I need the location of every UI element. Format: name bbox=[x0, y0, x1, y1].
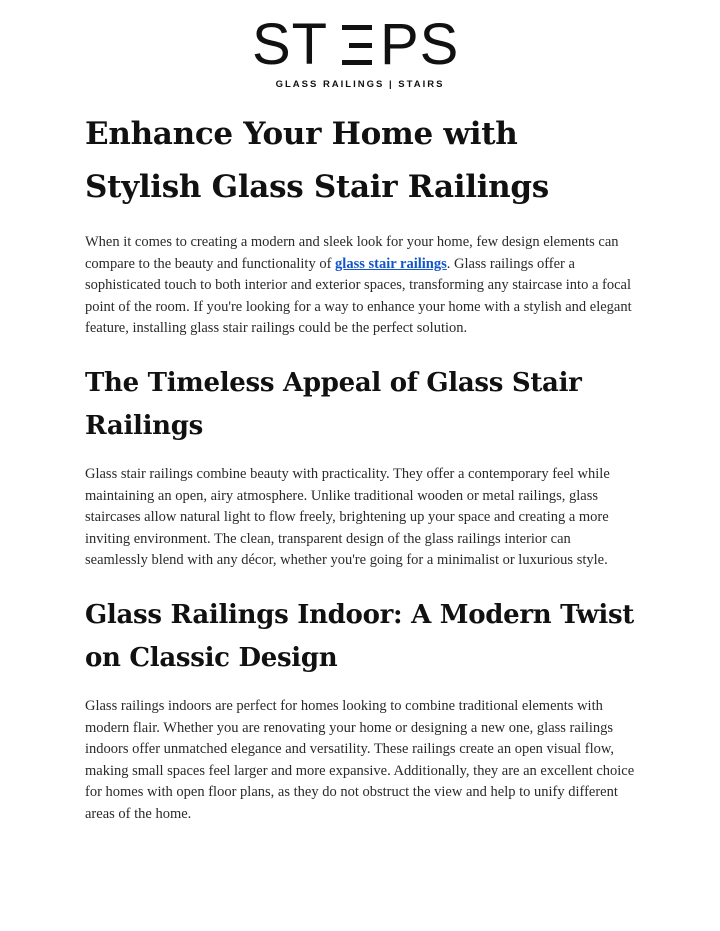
steps-logo-mark bbox=[250, 16, 470, 92]
intro-text-before-link: When it comes to creating a modern and sleek look for your home, few design elements can compare to the beauty and functionality of bbox=[85, 234, 619, 272]
section-body-timeless-appeal: Glass stair railings combine beauty with practicality. They offer a contemporary feel while maintaining an open, airy atmosphere. Unlike traditional wooden or metal railings, glass staircases allow natural light to flow freely, brightening up your space and creating a more inviting environment. The clean, transparent design of the glass railings interior can seamlessly blend with any décor, whether you're going for a minimalist or luxurious style. bbox=[85, 465, 610, 569]
article bbox=[85, 108, 637, 826]
section-heading-indoor: Glass Railings Indoor: A Modern Twist on Classic Design bbox=[85, 599, 635, 673]
glass-stair-railings-link[interactable]: glass stair railings bbox=[335, 255, 447, 272]
intro-text-after-link: . Glass railings offer a sophisticated touch to both interior and exterior spaces, transforming any staircase into a focal point of the room. If you're looking for a way to enhance your home with a stylish and elegant feature, installing glass stair railings could be the perfect solution. bbox=[85, 255, 632, 337]
section-heading-timeless-appeal: The Timeless Appeal of Glass Stair Railings bbox=[85, 367, 582, 441]
brand-tagline: GLASS RAILINGS | STAIRS bbox=[275, 79, 445, 90]
brand-letters-right: PS bbox=[380, 16, 460, 77]
section-body-indoor: Glass railings indoors are perfect for homes looking to combine traditional elements with modern flair. Whether you are renovating your home or designing a new one, glass railings indoors offer unmatched elegance and versatility. These railings create an open visual flow, making small spaces feel larger and more expansive. Additionally, they are an excellent choice for homes with open floor plans, as they do not obstruct the view and help to unify different areas of the home. bbox=[85, 697, 635, 822]
brand-e-bars bbox=[342, 25, 372, 65]
brand-letters-left: ST bbox=[252, 16, 329, 77]
intro-paragraph bbox=[85, 232, 637, 340]
page-title: Enhance Your Home with Stylish Glass Stair Railings bbox=[85, 116, 549, 205]
brand-logo bbox=[0, 16, 720, 96]
